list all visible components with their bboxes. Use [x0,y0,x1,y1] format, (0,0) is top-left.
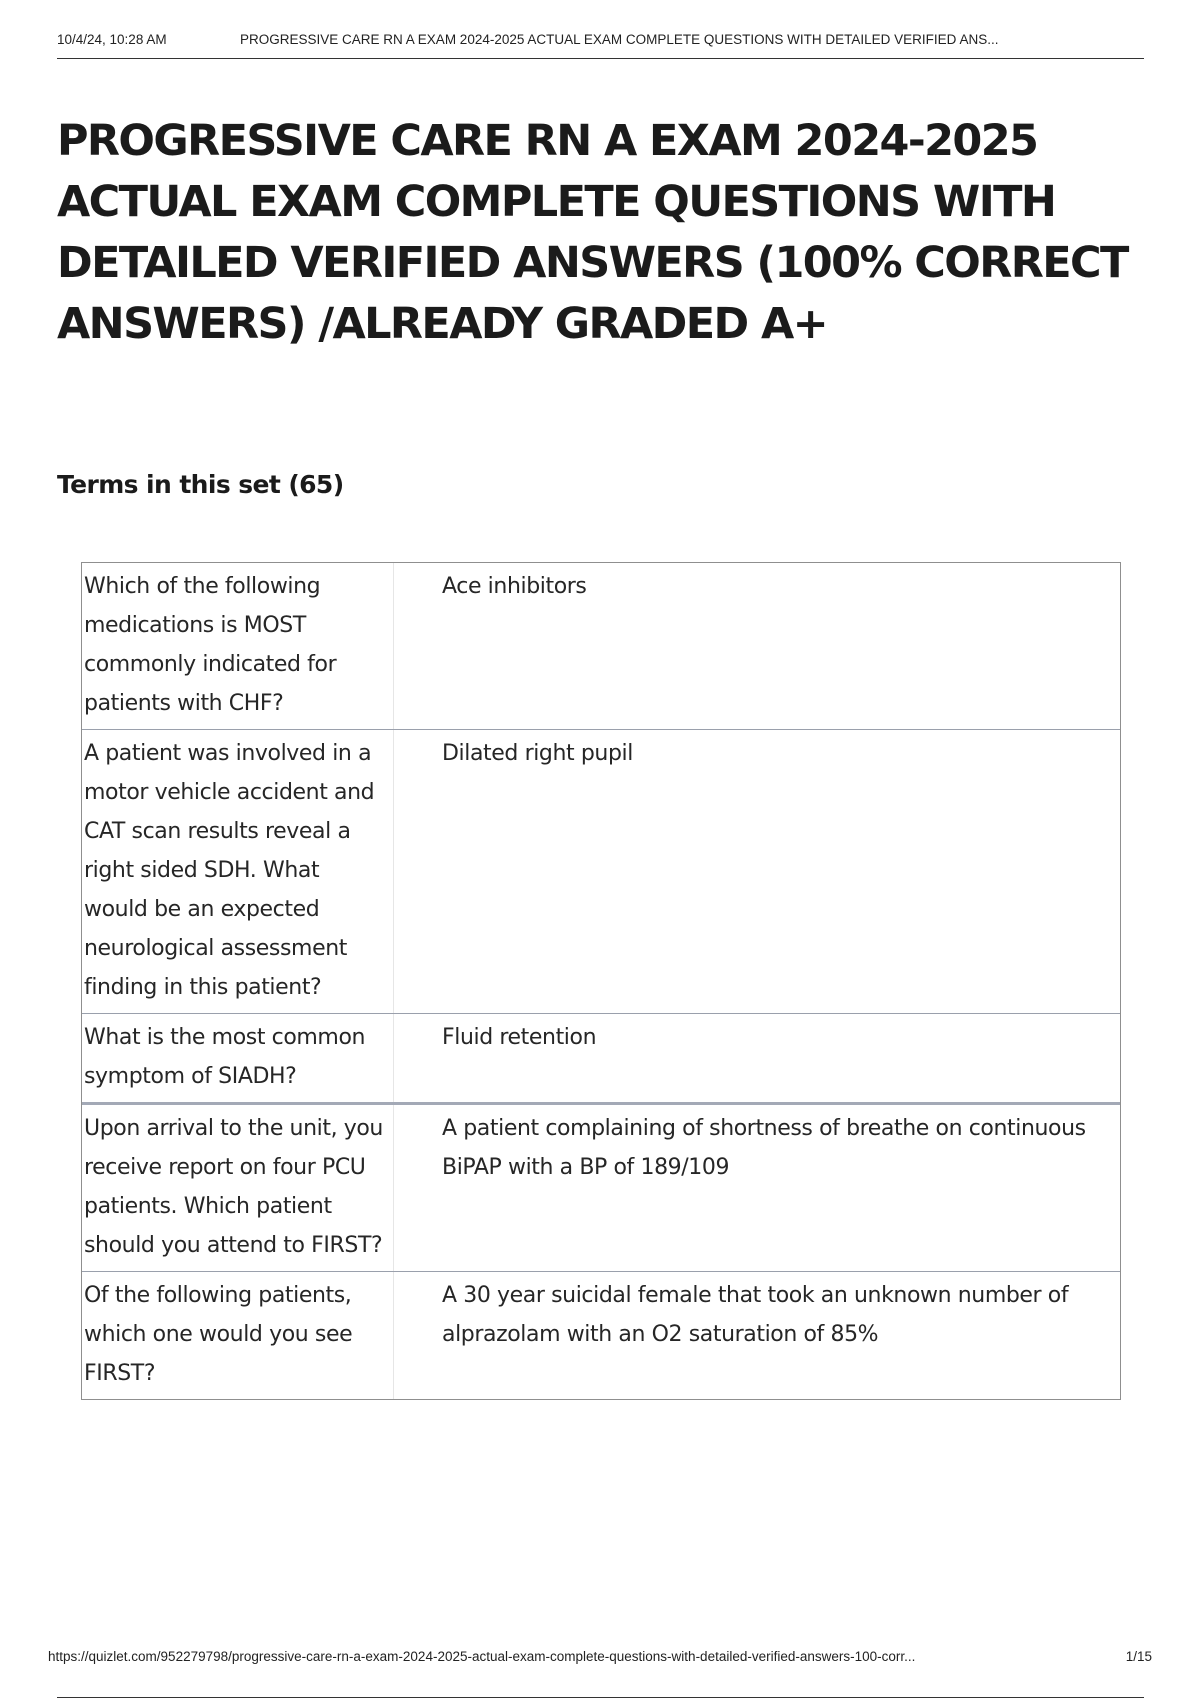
terms-table [81,562,1121,1400]
terms-heading: Terms in this set (65) [57,470,344,499]
document-title: PROGRESSIVE CARE RN A EXAM 2024-2025 ACTUAL EXAM COMPLETE QUESTIONS WITH DETAILED VERIFIED ANSWERS (100% CORRECT ANSWERS) /ALREADY GRADED A+ [57,116,1128,349]
term-row [82,1014,1120,1105]
print-page-title: PROGRESSIVE CARE RN A EXAM 2024-2025 ACTUAL EXAM COMPLETE QUESTIONS WITH DETAILED VERIFIED ANS... [240,32,999,47]
print-header [57,30,1144,59]
term-answer: Ace inhibitors [442,574,587,599]
term-answer: A patient complaining of shortness of breathe on continuous BiPAP with a BP of 189/109 [442,1116,1086,1180]
term-question: Upon arrival to the unit, you receive report on four PCU patients. Which patient should you attend to FIRST? [82,1105,394,1271]
term-question: What is the most common symptom of SIADH? [82,1014,394,1102]
term-answer: Dilated right pupil [442,741,633,766]
term-row [82,1105,1120,1272]
term-row [82,563,1120,730]
term-answer: A 30 year suicidal female that took an unknown number of alprazolam with an O2 saturation of 85% [442,1283,1069,1347]
term-row [82,1272,1120,1399]
term-row [82,730,1120,1014]
term-question: Of the following patients, which one would you see FIRST? [82,1272,394,1399]
term-question: Which of the following medications is MOST commonly indicated for patients with CHF? [82,563,394,729]
page-number: 1/15 [1125,1649,1152,1664]
footer-divider [57,1697,1144,1698]
print-footer [48,1649,1152,1700]
print-url: https://quizlet.com/952279798/progressive-care-rn-a-exam-2024-2025-actual-exam-complete-questions-with-detailed-verified-answers-100-corr... [48,1649,916,1664]
print-timestamp: 10/4/24, 10:28 AM [57,32,167,47]
term-answer: Fluid retention [442,1025,597,1050]
term-question: A patient was involved in a motor vehicle accident and CAT scan results reveal a right sided SDH. What would be an expected neurological assessment finding in this patient? [82,730,394,1013]
